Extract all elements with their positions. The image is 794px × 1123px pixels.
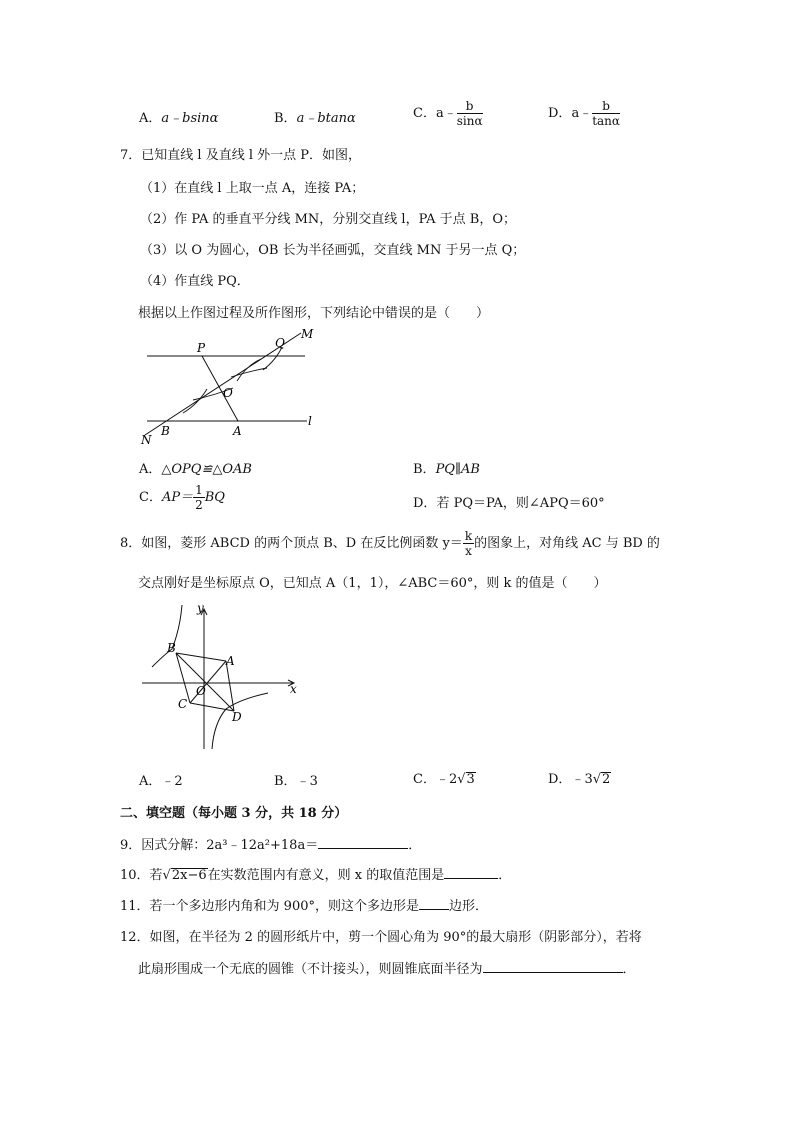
q8-stem-line1: 8．如图，菱形 ABCD 的两个顶点 B、D 在反比例函数 y＝ $\frac{k}{x}$ 的图象上，对角线 AC 与 BD 的 xyxy=(120,529,660,558)
q7-step-3: （3）以 O 为圆心，OB 长为半径画弧，交直线 MN 于另一点 Q； xyxy=(140,243,526,258)
label-d: D xyxy=(232,710,242,724)
label-b: B xyxy=(167,641,176,655)
q9-answer-blank[interactable] xyxy=(318,836,408,849)
q7-option-c: C．AP＝ $\frac{1}{2}$ BQ xyxy=(139,483,225,512)
label-a: A xyxy=(233,424,242,438)
label-n: N xyxy=(141,433,152,447)
label-b: B xyxy=(161,424,170,438)
label-m: M xyxy=(301,327,314,341)
q8-option-a: A．﹣2 xyxy=(139,774,183,789)
label-o: O xyxy=(196,684,206,698)
q6-option-b: B．a﹣btanα xyxy=(274,111,356,126)
q8-option-c: C．﹣2√3 xyxy=(413,772,475,787)
q10-answer-blank[interactable] xyxy=(444,866,498,879)
label-l: l xyxy=(308,414,312,428)
arc-bisector-2 xyxy=(231,368,267,377)
q8-option-b: B．﹣3 xyxy=(274,774,318,789)
label-o: O xyxy=(223,386,233,400)
label-y: y xyxy=(197,603,204,615)
q7-question: 根据以上作图过程及所作图形，下列结论中错误的是（ ） xyxy=(138,306,490,321)
q6-c-fraction: $\frac{b}{\sin\alpha}$ xyxy=(456,99,483,128)
q7-figure xyxy=(135,325,325,447)
q12-line1: 12．如图，在半径为 2 的圆形纸片中，剪一个圆心角为 90°的最大扇形（阴影部分），若将 xyxy=(120,930,642,945)
q7-option-d: D．若 PQ＝PA，则∠APQ＝60° xyxy=(413,496,605,511)
arc-left xyxy=(183,389,207,413)
label-x: x xyxy=(290,682,297,696)
q7-step-4: （4）作直线 PQ． xyxy=(140,274,250,289)
q12-line2: 此扇形围成一个无底的圆锥（不计接头），则圆锥底面半径为 ． xyxy=(138,962,636,977)
q6-option-d: D．a﹣ $\frac{b}{\tan\alpha}$ xyxy=(548,99,621,128)
label-p: P xyxy=(197,341,206,355)
q7-c-fraction: $\frac{1}{2}$ xyxy=(195,483,203,512)
q12-answer-blank[interactable] xyxy=(483,960,623,973)
arc-q xyxy=(263,347,282,370)
q10: 10．若√2x−6在实数范围内有意义，则 x 的取值范围是 ． xyxy=(120,868,512,883)
q7-step-1: （1）在直线 l 上取一点 A，连接 PA； xyxy=(140,181,365,196)
q11-answer-blank[interactable] xyxy=(419,897,449,910)
q6-option-a: A．a﹣bsinα xyxy=(139,111,219,126)
label-q: Q xyxy=(275,336,285,350)
q9: 9．因式分解：2a³﹣12a²+18a＝ ． xyxy=(120,838,422,853)
section-2-title: 二、填空题（每小题 3 分，共 18 分） xyxy=(120,806,348,821)
q11: 11．若一个多边形内角和为 900°，则这个多边形是 边形． xyxy=(120,899,489,914)
q7-option-a: A．△OPQ≌△OAB xyxy=(139,462,252,477)
q8-figure xyxy=(140,603,308,753)
q8-stem-line2: 交点刚好是坐标原点 O，已知点 A（1，1），∠ABC＝60°，则 k 的值是（ ） xyxy=(138,576,607,591)
q7-stem: 7．已知直线 l 及直线 l 外一点 P．如图， xyxy=(120,148,361,163)
q7-step-2: （2）作 PA 的垂直平分线 MN，分别交直线 l，PA 于点 B，O； xyxy=(140,212,517,227)
label-c: C xyxy=(178,697,188,711)
q8-fraction: $\frac{k}{x}$ xyxy=(464,529,473,558)
q7-option-b: B．PQ∥AB xyxy=(413,462,480,477)
q6-d-fraction: $\frac{b}{\tan\alpha}$ xyxy=(592,99,621,128)
label-a: A xyxy=(226,654,235,668)
q6-option-c: C．a﹣ $\frac{b}{\sin\alpha}$ xyxy=(413,99,483,128)
q8-option-d: D．﹣3√2 xyxy=(548,772,611,787)
